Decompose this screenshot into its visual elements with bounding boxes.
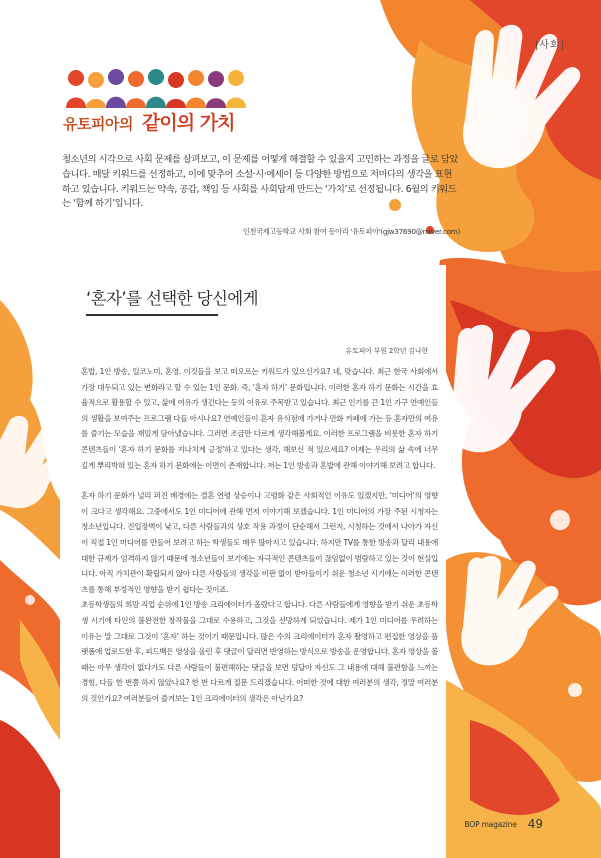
people-silhouettes-icon	[66, 66, 246, 108]
intro-credit: 인천국제고등학교 사회 참여 동아리 '유토피아'(gjw37690@naver.com)	[242, 227, 460, 236]
article-box	[66, 265, 446, 834]
logo-small-text: 유토피아의	[63, 115, 133, 133]
magazine-name: BOP magazine	[464, 820, 517, 829]
intro-text: 청소년의 시각으로 사회 문제를 살펴보고, 이 문제를 어떻게 해결할 수 있을지 고민하는 과정을 글로 담았습니다. 매달 키워드를 선정하고, 이에 맞추어 소설·시·에세이 등 다양한 방법으로 저마다의 생각을 표현하고 있습니다. 키워드는 약속, 공감, 책임 등 사회를 사회답게 만드는 ‘가치’로 선정됩니다. 6월의 키워드는 ‘함께 하기’입니다.	[62, 154, 458, 210]
page-footer	[465, 812, 543, 831]
logo-big-text: 같이의 가치	[142, 112, 235, 134]
article-body	[81, 364, 438, 706]
article-paragraph: 초등학생들의 희망 직업 순위에 1인 방송 크리에이터가 올랐다고 합니다. 다른 사람들에게 영향을 받기 쉬운 초등학생 시기에 타인의 불완전한 창작물을 그대로 수용하고, 그것을 선망하게 되었습니다. 제가 1인 미디어를 우려하는 이유는 말 그대로 그것이 ‘혼자’ 하는 것이기 때문입니다. 많은 수의 크리에이터가 혼자 촬영하고 편집한 영상을 플랫폼에 업로드한 후, 피드백은 영상을 올린 후 댓글이 달리면 반영하는 방식으로 방송을 운영합니다. 혼자 영상을 볼 때는 아무 생각이 없다가도 다른 사람들이 불편해하는 댓글을 보면 덩달아 자신도 그 내용에 대해 불편함을 느끼는 경험, 다들 한 번쯤 하지 않았나요? 한 번 다르게 질문 드리겠습니다. 어떠한 것에 대한 여러분의 생각, 정말 여러분의 것인가요? 여러분들이 즐겨보는 1인 크리에이터의 생각은 아닌가요?	[81, 600, 438, 703]
article-paragraph: 혼자 하기 문화가 널리 퍼진 배경에는 결혼 연령 상승이나 고령화 같은 사회적인 이유도 있겠지만, ‘미디어’의 영향이 크다고 생각해요. 그중에서도 1인 미디어에 관해 먼저 이야기해 보겠습니다. 1인 미디어의 가장 주된 시청자는 청소년입니다. 진입장벽이 낮고, 다른 사람들과의 상호 작용 과정이 단순해서 그런지, 시청하는 것에서 나아가 자신이 직접 1인 미디어를 만들어 보려고 하는 학생들도 매우 많아지고 있습니다. 하지만 TV를 통한 방송과 달리 내용에 대한 규제가 엄격하지 않기 때문에 청소년들이 보기에는 자극적인 콘텐츠들이 끊임없이 범람하고 있는 것이 현실입니다. 아직 가치관이 확립되지 않아 다른 사람들의 생각을 비판 없이 받아들이기 쉬운 청소년 시기에는 이러한 콘텐츠를 통해 부정적인 영향을 받기 쉽다는 것이죠.	[81, 491, 438, 594]
title-underline	[86, 314, 218, 316]
article-byline: 유토피아 부원 2학년 김나현	[345, 347, 428, 355]
section-tag: |사회|	[534, 40, 565, 51]
column-intro	[62, 153, 460, 212]
page-number: 49	[527, 817, 543, 831]
column-logo	[63, 108, 234, 135]
article-paragraph: 혼밥, 1인 방송, 일코노미, 혼영. 이것들을 보고 떠오르는 키워드가 있으신가요? 네, 맞습니다. 최근 한국 사회에서 가장 대두되고 있는 변화라고 할 수 있는 1인 문화. 즉, ‘혼자 하기’ 문화입니다. 이러한 혼자 하기 문화는 시간을 효율적으로 활용할 수 있고, 삶에 여유가 생긴다는 등의 이유로 주목받고 있습니다. 최근 인기를 끈 1인 가구 연예인들의 생활을 보여주는 프로그램 다들 아시나요? 연예인들이 혼자 유식점에 가거나 만화 카페에 가는 등 혼자만의 여유를 즐기는 모습을 재밌게 담아냈습니다. 그러면 조금만 다르게 생각해볼게요. 이러한 프로그램을 비롯한 혼자 하기 콘텐츠들이 ‘혼자 하기 문화를 지나치게 긍정’하고 있다는 생각, 해보신 적 있으세요? 이제는 우리의 삶 속에 너무 깊게 뿌리박혀 있는 혼자 하기 문화에는 이면이 존재합니다. 저는 1인 방송과 혼밥에 관해 이야기해 보려고 합니다.	[81, 367, 438, 470]
article-title: ‘혼자’를 선택한 당신에게	[86, 289, 258, 308]
